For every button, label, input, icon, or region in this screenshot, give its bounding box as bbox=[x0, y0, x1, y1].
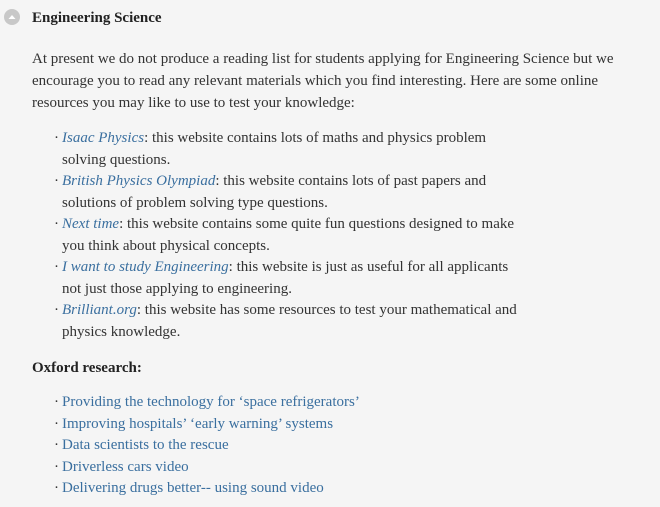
intro-line: At present we do not produce a reading list for students applying for Engineering Science but we bbox=[32, 51, 614, 67]
bullet: · bbox=[54, 394, 59, 410]
resource-description: solutions of problem solving type questions. bbox=[62, 194, 328, 211]
accordion-content bbox=[32, 48, 657, 500]
resource-item bbox=[54, 171, 657, 214]
resource-list bbox=[32, 128, 657, 343]
intro-line: resources you may like to use to test your knowledge: bbox=[32, 95, 355, 111]
resource-description: : this website contains lots of maths and physics problem bbox=[144, 130, 487, 146]
research-link-delivering-drugs-video[interactable]: Delivering drugs better-- using sound video bbox=[62, 480, 324, 496]
resource-item bbox=[54, 128, 657, 171]
section-title: Engineering Science bbox=[32, 10, 162, 26]
bullet: · bbox=[54, 437, 59, 453]
resource-description: : this website has some resources to test your mathematical and bbox=[136, 302, 517, 318]
research-item bbox=[54, 457, 657, 479]
research-link-space-refrigerators[interactable]: Providing the technology for ‘space refrigerators’ bbox=[62, 394, 360, 410]
bullet: · bbox=[54, 480, 59, 496]
collapse-toggle-icon[interactable] bbox=[4, 9, 20, 25]
resource-description: : this website is just as useful for all applicants bbox=[228, 259, 509, 275]
resource-item bbox=[54, 214, 657, 257]
resource-link-british-physics-olympiad[interactable]: British Physics Olympiad bbox=[62, 173, 216, 189]
research-link-data-scientists[interactable]: Data scientists to the rescue bbox=[62, 437, 229, 453]
resource-item bbox=[54, 300, 657, 343]
research-list bbox=[32, 392, 657, 500]
resource-link-i-want-to-study-engineering[interactable]: I want to study Engineering bbox=[62, 259, 229, 275]
research-link-driverless-cars-video[interactable]: Driverless cars video bbox=[62, 458, 189, 475]
bullet: · bbox=[54, 302, 59, 318]
resource-link-isaac-physics[interactable]: Isaac Physics bbox=[62, 130, 145, 146]
bullet: · bbox=[54, 216, 59, 232]
bullet: · bbox=[54, 173, 59, 189]
intro-line: encourage you to read any relevant materials which you find interesting. Here are some online bbox=[32, 73, 599, 89]
research-item bbox=[54, 414, 657, 436]
intro-paragraph bbox=[32, 48, 657, 114]
resource-description: you think about physical concepts. bbox=[62, 237, 270, 254]
chevron-up-icon bbox=[4, 9, 20, 25]
bullet: · bbox=[54, 130, 59, 146]
research-item bbox=[54, 392, 657, 414]
bullet: · bbox=[54, 458, 59, 475]
resource-link-next-time[interactable]: Next time bbox=[62, 216, 120, 232]
resource-description: : this website contains some quite fun questions designed to make bbox=[119, 216, 515, 232]
research-item bbox=[54, 435, 657, 457]
accordion-header[interactable] bbox=[0, 0, 660, 34]
research-link-early-warning-systems[interactable]: Improving hospitals’ ‘early warning’ systems bbox=[62, 415, 334, 432]
resource-description: not just those applying to engineering. bbox=[62, 280, 292, 297]
bullet: · bbox=[54, 415, 59, 432]
resource-description: solving questions. bbox=[62, 151, 171, 168]
resource-item bbox=[54, 257, 657, 300]
research-heading: Oxford research: bbox=[32, 360, 142, 376]
research-item bbox=[54, 478, 657, 500]
resource-description: physics knowledge. bbox=[62, 323, 181, 340]
resource-description: : this website contains lots of past papers and bbox=[215, 173, 487, 189]
bullet: · bbox=[54, 259, 59, 275]
resource-link-brilliant-org[interactable]: Brilliant.org bbox=[62, 302, 137, 318]
